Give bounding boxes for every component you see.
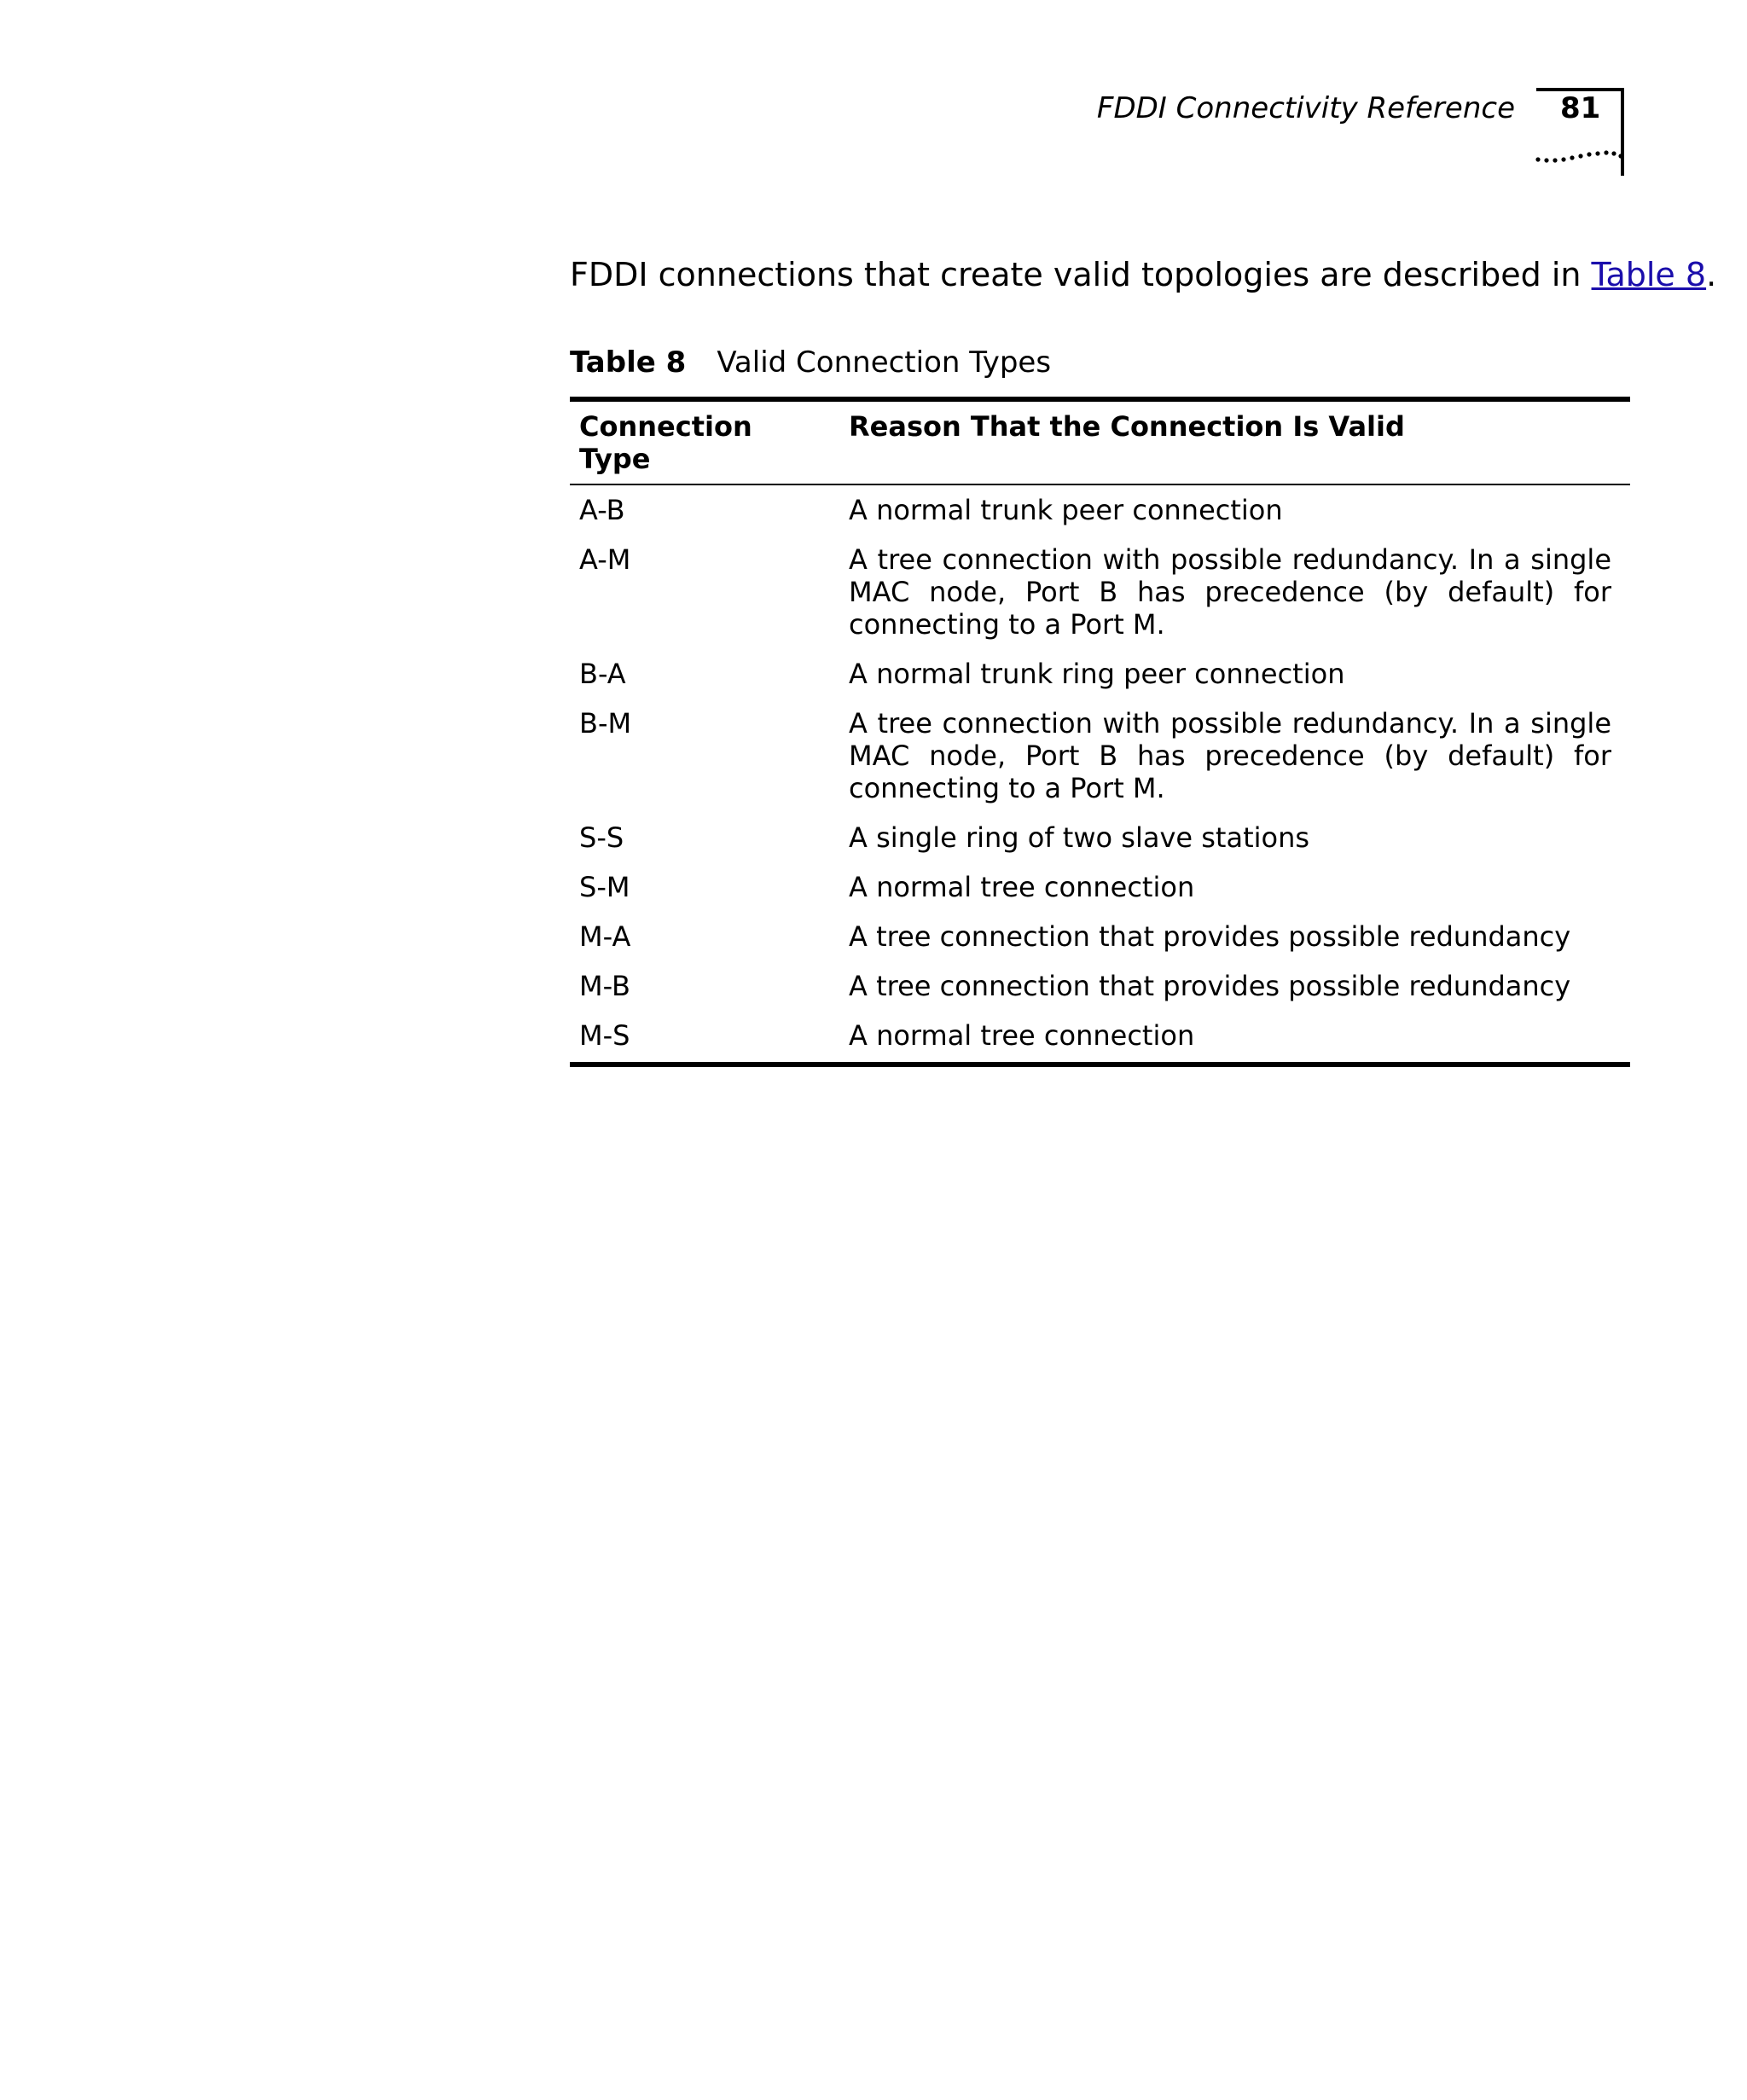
table-row xyxy=(570,649,1630,699)
cell-reason: A normal tree connection xyxy=(849,1019,1195,1052)
running-header-title: FDDI Connectivity Reference xyxy=(1096,91,1515,125)
intro-text: FDDI connections that create valid topologies are described in xyxy=(570,256,1592,293)
cell-reason: A tree connection that provides possible redundancy xyxy=(849,920,1571,953)
table-row xyxy=(570,961,1630,1011)
cell-connection-type: A-M xyxy=(579,543,631,576)
cell-connection-type: S-S xyxy=(579,821,624,854)
cell-reason: A tree connection with possible redundancy. In a single MAC node, Port B has precedence (by default) for connecting to a Port M. xyxy=(849,543,1611,641)
cell-reason: A tree connection with possible redundancy. In a single MAC node, Port B has precedence (by default) for connecting to a Port M. xyxy=(849,707,1611,804)
connection-types-table-container xyxy=(570,397,1630,1067)
cell-connection-type: B-A xyxy=(579,658,626,690)
cell-connection-type: M-B xyxy=(579,970,630,1002)
table-row xyxy=(570,862,1630,912)
table-row xyxy=(570,484,1630,535)
cell-connection-type: M-A xyxy=(579,920,631,953)
intro-period: . xyxy=(1706,256,1717,293)
cell-connection-type: S-M xyxy=(579,871,630,903)
table-8-link[interactable]: Table 8 xyxy=(1591,256,1707,293)
table-caption-title: Valid Connection Types xyxy=(717,345,1052,380)
page-corner-dots-icon xyxy=(1533,143,1627,169)
column-header-connection-type: Connection Type xyxy=(570,399,839,484)
table-row xyxy=(570,912,1630,961)
table-caption-number: Table 8 xyxy=(570,345,687,380)
cell-connection-type: M-S xyxy=(579,1019,630,1052)
table-row xyxy=(570,699,1630,813)
cell-connection-type: B-M xyxy=(579,707,632,740)
cell-reason: A single ring of two slave stations xyxy=(849,821,1310,854)
cell-reason: A normal tree connection xyxy=(849,871,1195,903)
table-row xyxy=(570,813,1630,862)
cell-reason: A tree connection that provides possible redundancy xyxy=(849,970,1571,1002)
cell-connection-type: A-B xyxy=(579,494,625,526)
column-header-reason: Reason That the Connection Is Valid xyxy=(839,399,1630,484)
table-caption xyxy=(570,345,1051,380)
cell-reason: A normal trunk ring peer connection xyxy=(849,658,1345,690)
intro-paragraph xyxy=(570,256,1716,295)
page-corner-rule-horizontal xyxy=(1536,88,1624,91)
table-row xyxy=(570,1011,1630,1065)
table-header-row xyxy=(570,399,1630,484)
page-number: 81 xyxy=(1560,91,1601,125)
table-row xyxy=(570,535,1630,649)
cell-reason: A normal trunk peer connection xyxy=(849,494,1283,526)
connection-types-table xyxy=(570,397,1630,1067)
